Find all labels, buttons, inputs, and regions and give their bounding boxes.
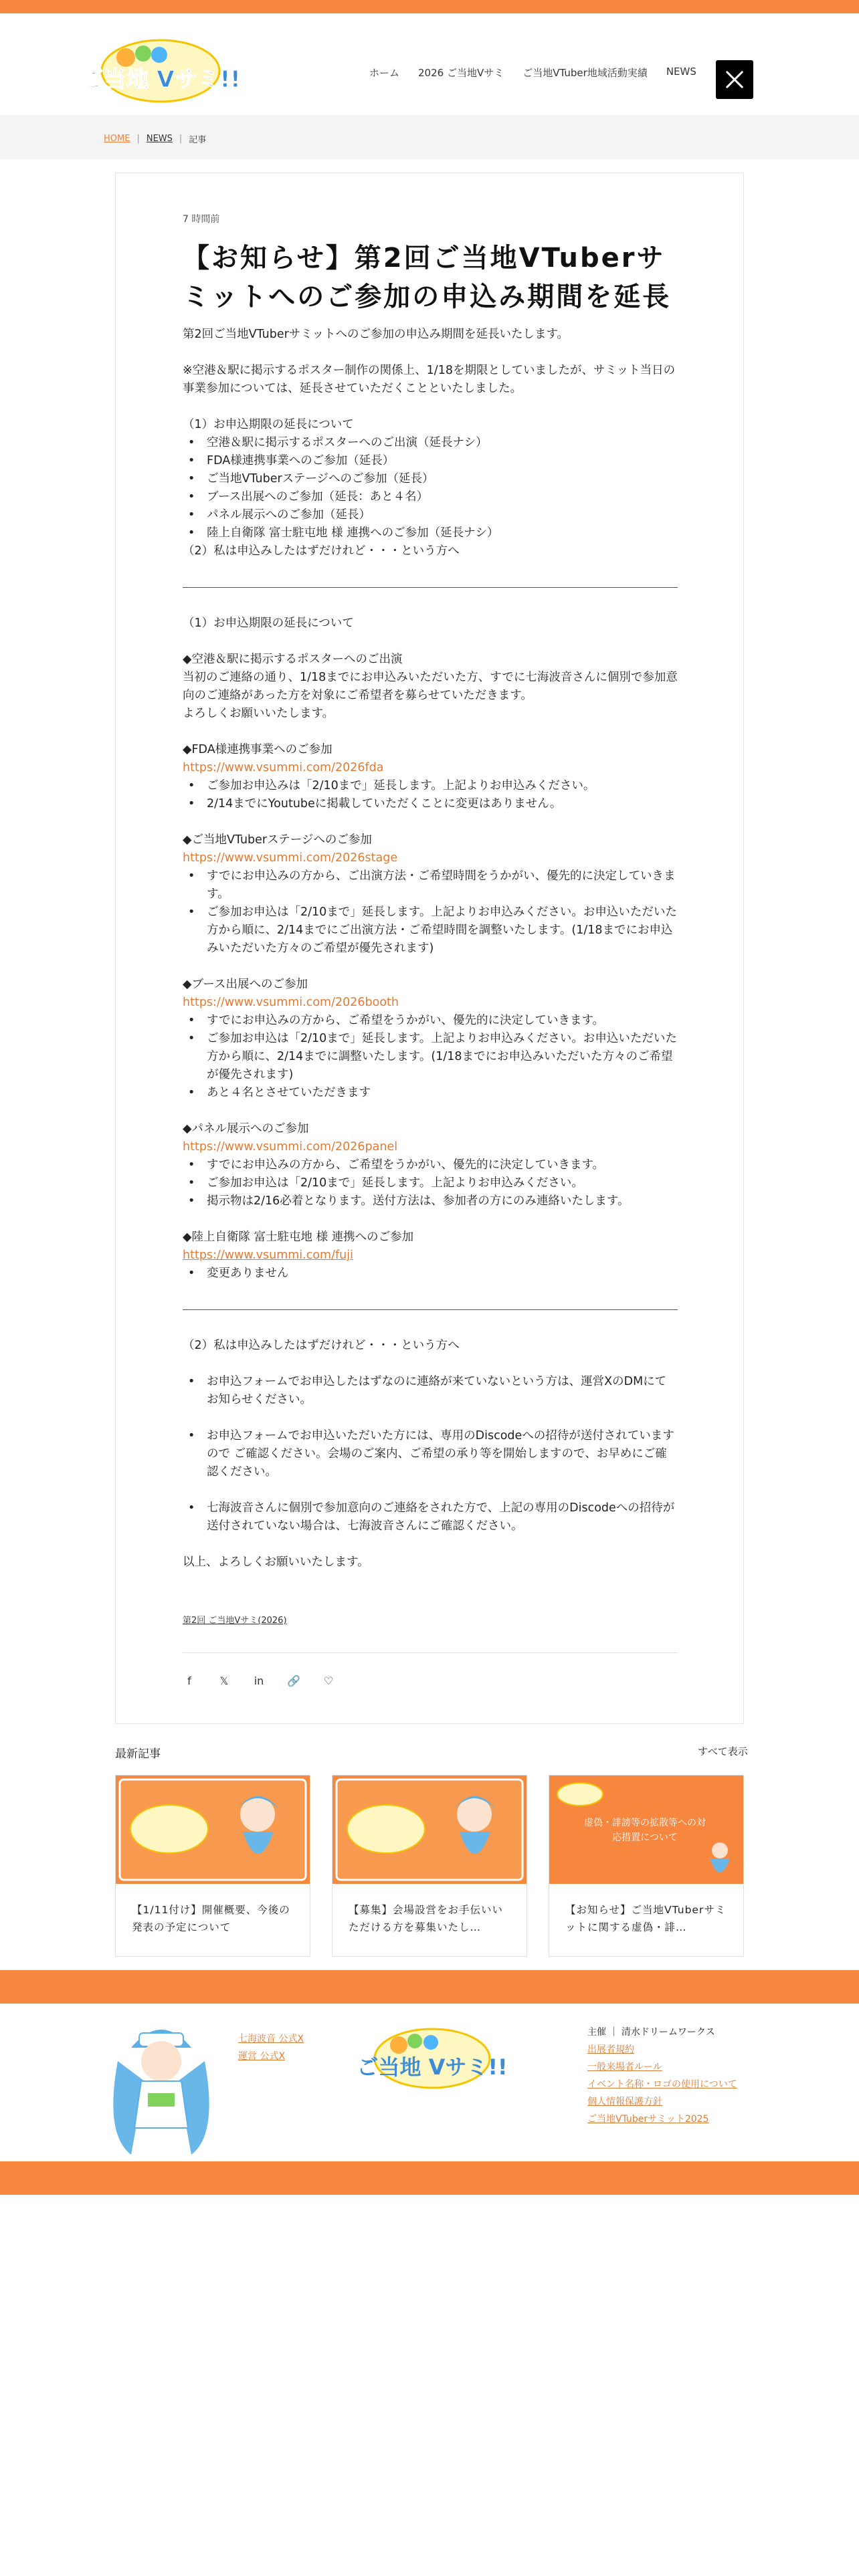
post-time: 7 時間前: [183, 214, 220, 225]
breadcrumb-current: 記事: [189, 135, 207, 145]
nav-summit-2026[interactable]: 2026 ご当地Vサミ: [418, 67, 504, 79]
list-item: • 空港＆駅に掲示するポスターへのご出演（延長ナシ）: [183, 434, 678, 452]
post-thumbnail: [116, 1776, 310, 1884]
share-bar: [183, 1672, 678, 1690]
breadcrumb-news[interactable]: NEWS: [146, 134, 173, 144]
thumbnail-art: [116, 1776, 310, 1884]
jsdf-link[interactable]: https://www.vsummi.com/fuji: [183, 1249, 353, 1262]
main-nav: [369, 66, 715, 80]
list-item: • すでにお申込みの方から、ご希望をうかがい、優先的に決定していきます。: [183, 1156, 678, 1174]
mascot-mini: [703, 1840, 737, 1881]
recent-posts-heading: 最新記事: [115, 1747, 161, 1761]
list-item: • 陸上自衛隊 富士駐屯地 様 連携へのご参加（延長ナシ）: [183, 524, 678, 542]
list-item: • 変更ありません: [183, 1265, 678, 1283]
divider: [183, 587, 678, 588]
footer-link[interactable]: 一般来場者ルール: [587, 2062, 662, 2072]
list-item: • ブース出展へのご参加（延長：あと４名）: [183, 488, 678, 506]
recent-post-title: 【1/11付け】開催概要、今後の発表の予定について: [132, 1904, 290, 1933]
divider: [183, 1309, 678, 1310]
list-item: • パネル展示へのご参加（延長）: [183, 506, 678, 524]
footer-link[interactable]: 七海波音 公式X: [238, 2034, 304, 2044]
poster-text: 当初のご連絡の通り、1/18までにお申込みいただいた方、すでに七海波音さんに個別で参加意向のご連絡があった方を対象にご希望者を募らせていただきます。: [183, 671, 678, 702]
footer-logo[interactable]: [357, 2022, 508, 2092]
top-accent-bar: [0, 0, 859, 13]
recent-post-card[interactable]: [115, 1775, 310, 1957]
see-all-link[interactable]: すべて表示: [698, 1745, 748, 1757]
panel-heading: ◆パネル展示へのご参加: [183, 1122, 309, 1136]
breadcrumb: [104, 132, 206, 145]
divider: [183, 1652, 678, 1653]
footer-links-right: [587, 2024, 737, 2128]
toc-heading-2: （2）私は申込みしたはずだけれど・・・という方へ: [183, 544, 460, 558]
thumbnail-art: [332, 1776, 527, 1884]
post-body: [183, 326, 678, 1690]
logo-text: ご当地 Vサミ!!: [80, 66, 241, 93]
panel-link[interactable]: https://www.vsummi.com/2026panel: [183, 1140, 398, 1154]
linkedin-icon[interactable]: in: [254, 1675, 264, 1687]
post-title: 【お知らせ】第2回ご当地VTuberサミットへのご参加の申込み期間を延長: [183, 243, 672, 312]
poster-heading: ◆空港＆駅に掲示するポスターへのご出演: [183, 653, 403, 666]
section-1-title: （1）お申込期限の延長について: [183, 617, 354, 630]
link-icon[interactable]: 🔗: [287, 1675, 300, 1687]
post-thumbnail: [549, 1776, 743, 1884]
nav-home[interactable]: ホーム: [369, 67, 400, 79]
footer-link[interactable]: 出展者規約: [587, 2044, 634, 2055]
list-item: • お申込フォームでお申込いただいた方には、専用のDiscodeへの招待が送付されていますので ご確認ください。会場のご案内、ご希望の承り等を開始しますので、お早めにご確認ください。: [183, 1427, 678, 1481]
list-item: • ご参加お申込は「2/10まで」延長します。上記よりお申込みください。: [183, 1174, 678, 1192]
toc-heading-1: （1）お申込期限の延長について: [183, 418, 354, 431]
breadcrumb-separator: |: [179, 134, 183, 144]
x-icon[interactable]: 𝕏: [219, 1675, 229, 1687]
x-logo-icon: [725, 70, 745, 90]
recent-post-title: 【お知らせ】ご当地VTuberサミットに関する虚偽・誹…: [565, 1904, 727, 1933]
article-card: [115, 173, 744, 1724]
thumbnail-caption: 虚偽・誹謗等の拡散等への対応措置について: [584, 1818, 706, 1843]
footer-bottom-bar: [0, 2161, 859, 2195]
list-item: • ご当地VTuberステージへのご参加（延長）: [183, 470, 678, 488]
footer-logo-text: ご当地 Vサミ!!: [357, 2054, 508, 2080]
list-item: • あと４名とさせていただきます: [183, 1084, 678, 1102]
list-item: • ご参加お申込は「2/10まで」延長します。上記よりお申込みください。お申込いただいた方から順に、2/14までにご出演方法・ご希望時間を調整いたします。(1/18までにお申込みいただいた方々のご希望が優先されます): [183, 903, 678, 958]
breadcrumb-separator: |: [136, 134, 140, 144]
site-logo[interactable]: [80, 33, 241, 106]
booth-link[interactable]: https://www.vsummi.com/2026booth: [183, 996, 399, 1009]
fda-heading: ◆FDA様連携事業へのご参加: [183, 743, 332, 756]
post-thumbnail: [332, 1776, 527, 1884]
list-item: • FDA様連携事業へのご参加（延長）: [183, 452, 678, 470]
recent-post-card[interactable]: [332, 1775, 527, 1957]
post-note: ※空港＆駅に掲示するポスター制作の関係上、1/18を期限としていましたが、サミット当日の事業参加については、延長させていただくことといたしました。: [183, 364, 676, 395]
list-item: • すでにお申込みの方から、ご希望をうかがい、優先的に決定していきます。: [183, 1012, 678, 1030]
recent-post-card[interactable]: [549, 1775, 744, 1957]
facebook-icon[interactable]: f: [187, 1675, 191, 1687]
footer-link[interactable]: イベント名称・ロゴの使用について: [587, 2079, 737, 2090]
list-item: • ご参加お申込は「2/10まで」延長します。上記よりお申込みください。お申込いただいた方から順に、2/14までに調整いたします。(1/18までにお申込みいただいた方々のご希望が優先されます): [183, 1030, 678, 1084]
section-2-title: （2）私は申込みしたはずだけれど・・・という方へ: [183, 1339, 460, 1352]
like-icon[interactable]: ♡: [323, 1675, 334, 1687]
mascot-illustration: [104, 2014, 218, 2159]
booth-heading: ◆ブース出展へのご参加: [183, 978, 308, 991]
list-item: • ご参加お申込みは「2/10まで」延長します。上記よりお申込みください。: [183, 777, 678, 795]
list-item: • 七海波音さんに個別で参加意向のご連絡をされた方で、上記の専用のDiscodeへの招待が送付されていない場合は、七海波音さんにご確認ください。: [183, 1499, 678, 1535]
site-footer: [0, 2004, 859, 2161]
footer-link[interactable]: 個人情報保護方針: [587, 2097, 662, 2107]
nav-news[interactable]: NEWS: [666, 66, 696, 78]
fda-link[interactable]: https://www.vsummi.com/2026fda: [183, 761, 384, 774]
footer-top-bar: [0, 1970, 859, 2004]
closing-text: 以上、よろしくお願いいたします。: [183, 1555, 369, 1569]
mini-logo: [556, 1781, 604, 1808]
jsdf-heading: ◆陸上自衛隊 富士駐屯地 様 連携へのご参加: [183, 1230, 414, 1244]
footer-link[interactable]: ご当地VTuberサミット2025: [587, 2114, 709, 2125]
post-tag[interactable]: 第2回 ご当地Vサミ(2026): [183, 1616, 287, 1626]
list-item: • すでにお申込みの方から、ご出演方法・ご希望時間をうかがい、優先的に決定していきます。: [183, 867, 678, 903]
post-lead: 第2回ご当地VTuberサミットへのご参加の申込み期間を延長いたします。: [183, 328, 569, 341]
recent-post-title: 【募集】会場設営をお手伝いいただける方を募集いたし…: [349, 1904, 504, 1933]
footer-links-left: [238, 2030, 304, 2065]
breadcrumb-bar: [0, 115, 859, 159]
poster-text-2: よろしくお願いいたします。: [183, 707, 335, 720]
list-item: • お申込フォームでお申込したはずなのに連絡が来ていないという方は、運営XのDMにてお知らせください。: [183, 1373, 678, 1409]
list-item: • 掲示物は2/16必着となります。送付方法は、参加者の方にのみ連絡いたします。: [183, 1192, 678, 1210]
toc-list: [183, 434, 678, 542]
stage-link[interactable]: https://www.vsummi.com/2026stage: [183, 851, 398, 865]
site-header: [0, 13, 859, 115]
list-item: • 2/14までにYoutubeに掲載していただくことに変更はありません。: [183, 795, 678, 813]
x-social-button[interactable]: [716, 60, 753, 99]
organizer-text: 主催 ｜ 清水ドリームワークス: [587, 2027, 715, 2038]
footer-link[interactable]: 運営 公式X: [238, 2051, 286, 2062]
stage-heading: ◆ご当地VTuberステージへのご参加: [183, 833, 372, 847]
nav-activity[interactable]: ご当地VTuber地域活動実績: [522, 67, 648, 79]
breadcrumb-home[interactable]: HOME: [104, 134, 130, 144]
